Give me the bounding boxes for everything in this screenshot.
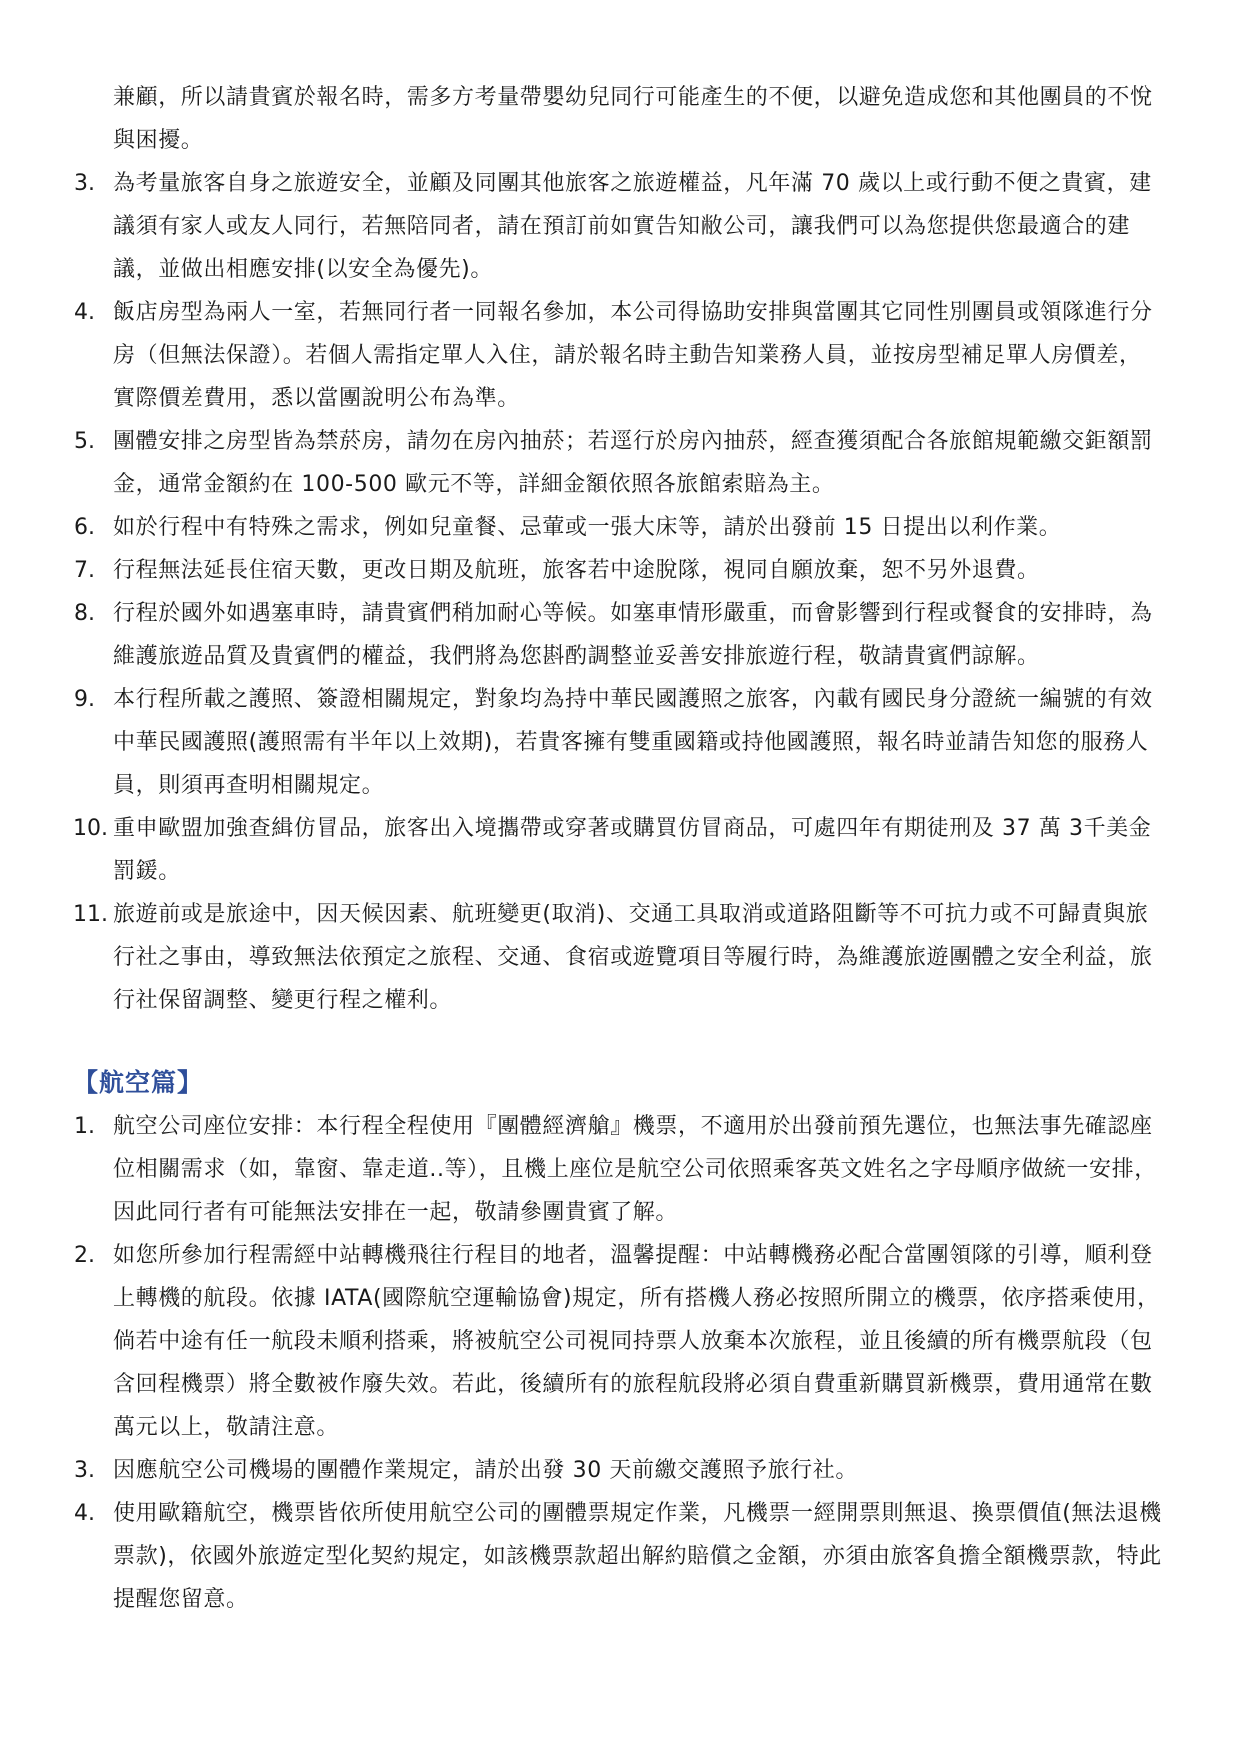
item-text: 為考量旅客自身之旅遊安全，並顧及同團其他旅客之旅遊權益，凡年滿 70 歲以上或行動不便之貴賓，建議須有家人或友人同行，若無陪同者，請在預訂前如實告知敝公司，讓我們可以為您提供您最適合的建議，並做出相應安排(以安全為優先)。 — [113, 171, 1152, 282]
item-number: 7. — [74, 558, 95, 583]
list-item — [73, 893, 1163, 1022]
item-text: 如於行程中有特殊之需求，例如兒童餐、忌葷或一張大床等，請於出發前 15 日提出以利作業。 — [113, 515, 1062, 540]
item-text: 重申歐盟加強查緝仿冒品，旅客出入境攜帶或穿著或購買仿冒商品，可處四年有期徒刑及 37 萬 3千美金罰鍰。 — [113, 816, 1152, 884]
list-item — [74, 678, 1163, 807]
item-text: 本行程所載之護照、簽證相關規定，對象均為持中華民國護照之旅客，內載有國民身分證統一編號的有效中華民國護照(護照需有半年以上效期)，若貴客擁有雙重國籍或持他國護照，報名時並請告知您的服務人員，則須再查明相關規定。 — [113, 687, 1153, 798]
list-item — [74, 291, 1163, 420]
item-number: 11. — [73, 902, 108, 927]
continuation-text: 兼顧，所以請貴賓於報名時，需多方考量帶嬰幼兒同行可能產生的不便，以避免造成您和其他團員的不悅與困擾。 — [113, 85, 1153, 153]
list-item — [74, 549, 1163, 592]
item-text: 行程無法延長住宿天數，更改日期及航班，旅客若中途脫隊，視同自願放棄，恕不另外退費。 — [113, 558, 1040, 583]
list-item — [74, 506, 1163, 549]
list-item — [74, 1449, 1163, 1492]
item-number: 4. — [74, 1501, 95, 1526]
general-notes-list — [73, 162, 1163, 1022]
item-number: 9. — [74, 687, 95, 712]
list-item — [74, 1234, 1163, 1449]
item-number: 4. — [74, 300, 95, 325]
list-item — [74, 420, 1163, 506]
list-item — [74, 162, 1163, 291]
item-number: 8. — [74, 601, 95, 626]
item-text: 如您所參加行程需經中站轉機飛往行程目的地者，溫馨提醒：中站轉機務必配合當團領隊的引導，順利登上轉機的航段。依據 IATA(國際航空運輸協會)規定，所有搭機人務必按照所開立的機票，依序搭乘使用，倘若中途有任一航段未順利搭乘，將被航空公司視同持票人放棄本次旅程，並且後續的所有機票航段（包含回程機票）將全數被作廢失效。若此，後續所有的旅程航段將必須自費重新購買新機票，費用通常在數萬元以上，敬請注意。 — [113, 1243, 1160, 1440]
item-number: 3. — [74, 171, 95, 196]
item-text: 使用歐籍航空，機票皆依所使用航空公司的團體票規定作業，凡機票一經開票則無退、換票價值(無法退機票款)，依國外旅遊定型化契約規定，如該機票款超出解約賠償之金額，亦須由旅客負擔全額機票款，特此提醒您留意。 — [113, 1501, 1162, 1612]
item-number: 1. — [74, 1114, 95, 1139]
continuation-paragraph — [113, 76, 1163, 162]
item-text: 行程於國外如遇塞車時，請貴賓們稍加耐心等候。如塞車情形嚴重，而會影響到行程或餐食的安排時，為維護旅遊品質及貴賓們的權益，我們將為您斟酌調整並妥善安排旅遊行程，敬請貴賓們諒解。 — [113, 601, 1153, 669]
item-text: 航空公司座位安排：本行程全程使用『團體經濟艙』機票，不適用於出發前預先選位，也無法事先確認座位相關需求（如，靠窗、靠走道..等），且機上座位是航空公司依照乘客英文姓名之字母順序做統一安排，因此同行者有可能無法安排在一起，敬請參團貴賓了解。 — [113, 1114, 1157, 1225]
item-text: 因應航空公司機場的團體作業規定，請於出發 30 天前繳交護照予旅行社。 — [113, 1458, 858, 1483]
list-item — [74, 592, 1163, 678]
list-item — [74, 1105, 1163, 1234]
item-number: 2. — [74, 1243, 95, 1268]
section-heading-airline: 【航空篇】 — [73, 1068, 204, 1097]
item-number: 10. — [73, 816, 108, 841]
list-item — [74, 1492, 1163, 1621]
airline-notes-list — [74, 1105, 1163, 1621]
list-item — [73, 807, 1163, 893]
item-text: 旅遊前或是旅途中，因天候因素、航班變更(取消)、交通工具取消或道路阻斷等不可抗力或不可歸責與旅行社之事由，導致無法依預定之旅程、交通、食宿或遊覽項目等履行時，為維護旅遊團體之安全利益，旅行社保留調整、變更行程之權利。 — [113, 902, 1153, 1013]
item-number: 5. — [74, 429, 95, 454]
item-number: 6. — [74, 515, 95, 540]
item-text: 團體安排之房型皆為禁菸房，請勿在房內抽菸；若逕行於房內抽菸，經查獲須配合各旅館規範繳交鉅額罰金，通常金額約在 100-500 歐元不等，詳細金額依照各旅館索賠為主。 — [113, 429, 1153, 497]
item-text: 飯店房型為兩人一室，若無同行者一同報名參加，本公司得協助安排與當團其它同性別團員或領隊進行分房（但無法保證）。若個人需指定單人入住，請於報名時主動告知業務人員，並按房型補足單人房價差，實際價差費用，悉以當團說明公布為準。 — [113, 300, 1153, 411]
item-number: 3. — [74, 1458, 95, 1483]
